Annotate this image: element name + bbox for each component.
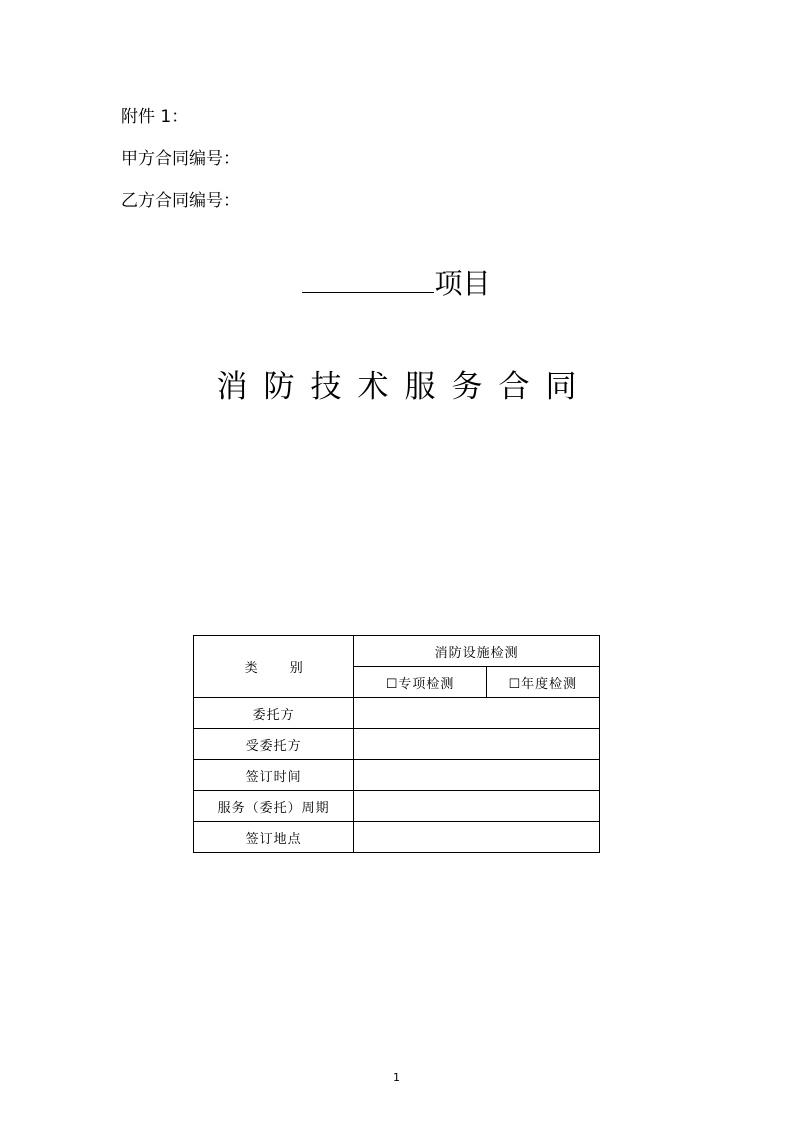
special-inspection-checkbox[interactable]: ☐专项检测 (354, 667, 486, 698)
project-name-blank[interactable] (302, 266, 434, 293)
contract-info-table (193, 635, 600, 853)
party-b-contract-number-label: 乙方合同编号： (121, 191, 240, 211)
signing-location-label: 签订地点 (194, 822, 354, 853)
annex-label: 附件 1： (121, 107, 189, 127)
category-label-cell (194, 636, 354, 698)
project-title (0, 266, 793, 302)
table-row (194, 698, 600, 729)
service-name-cell: 消防设施检测 (354, 636, 600, 667)
project-suffix: 项目 (434, 267, 491, 300)
table-row (194, 822, 600, 853)
table-row (194, 636, 600, 667)
annual-inspection-checkbox[interactable]: ☐年度检测 (486, 667, 599, 698)
signing-date-value-field[interactable] (354, 760, 600, 791)
contractor-value-field[interactable] (354, 729, 600, 760)
contractor-label: 受委托方 (194, 729, 354, 760)
client-label: 委托方 (194, 698, 354, 729)
service-period-label: 服务（委托）周期 (194, 791, 354, 822)
signing-location-value-field[interactable] (354, 822, 600, 853)
party-a-contract-number-label: 甲方合同编号： (121, 149, 240, 169)
category-label: 类 别 (244, 661, 317, 676)
client-value-field[interactable] (354, 698, 600, 729)
table-row (194, 760, 600, 791)
table-row (194, 729, 600, 760)
table-row (194, 791, 600, 822)
contract-title: 消防技术服务合同 (216, 369, 593, 405)
signing-date-label: 签订时间 (194, 760, 354, 791)
page-number: 1 (393, 1071, 400, 1084)
service-period-value-field[interactable] (354, 791, 600, 822)
